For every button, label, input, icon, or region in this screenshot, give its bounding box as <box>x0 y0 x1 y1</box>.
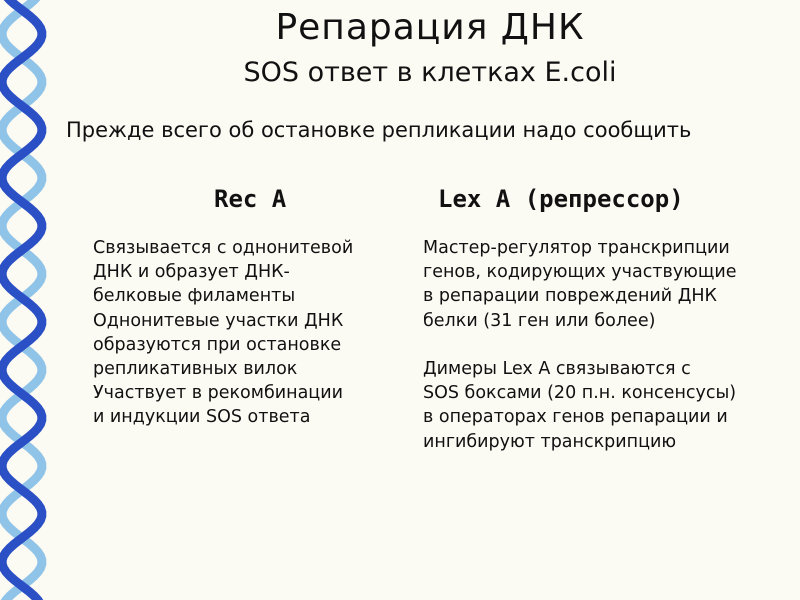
rec-a-line: белковые филаменты <box>93 286 296 307</box>
lex-a-line: генов, кодирующих участвующие <box>423 262 737 283</box>
lex-a-line: SOS боксами (20 п.н. консенсусы) <box>423 383 737 404</box>
heading-lex-a: Lex A (репрессор) <box>438 185 684 213</box>
intro-text: Прежде всего об остановке репликации надо сообщить <box>66 118 692 142</box>
rec-a-line: Участвует в рекомбинации <box>93 383 343 404</box>
rec-a-description <box>93 236 418 430</box>
lex-a-line: ингибируют транскрипцию <box>423 431 677 452</box>
lex-a-line: Димеры Lex A связываются с <box>423 359 691 379</box>
rec-a-line: образуются при остановке <box>93 334 342 355</box>
lex-a-line: белки (31 ген или более) <box>423 310 656 331</box>
lex-a-line: в операторах генов репарации и <box>423 407 728 428</box>
rec-a-line: Однонитевые участки ДНК <box>93 310 344 331</box>
page-subtitle: SOS ответ в клетках E.coli <box>243 57 617 88</box>
dna-helix-icon <box>0 0 70 600</box>
rec-a-line: репликативных вилок <box>93 359 298 380</box>
page-title: Репарация ДНК <box>275 7 585 48</box>
rec-a-line: ДНК и образует ДНК- <box>93 262 290 283</box>
lex-a-line: в репарации повреждений ДНК <box>423 286 717 307</box>
heading-rec-a: Rec A <box>214 185 287 213</box>
lex-a-line: Мастер-регулятор транскрипции <box>423 238 730 258</box>
rec-a-line: Связывается с однонитевой <box>93 238 354 258</box>
lex-a-description <box>423 236 798 454</box>
paragraph-gap <box>423 333 798 357</box>
rec-a-line: и индукции SOS ответа <box>93 407 311 428</box>
